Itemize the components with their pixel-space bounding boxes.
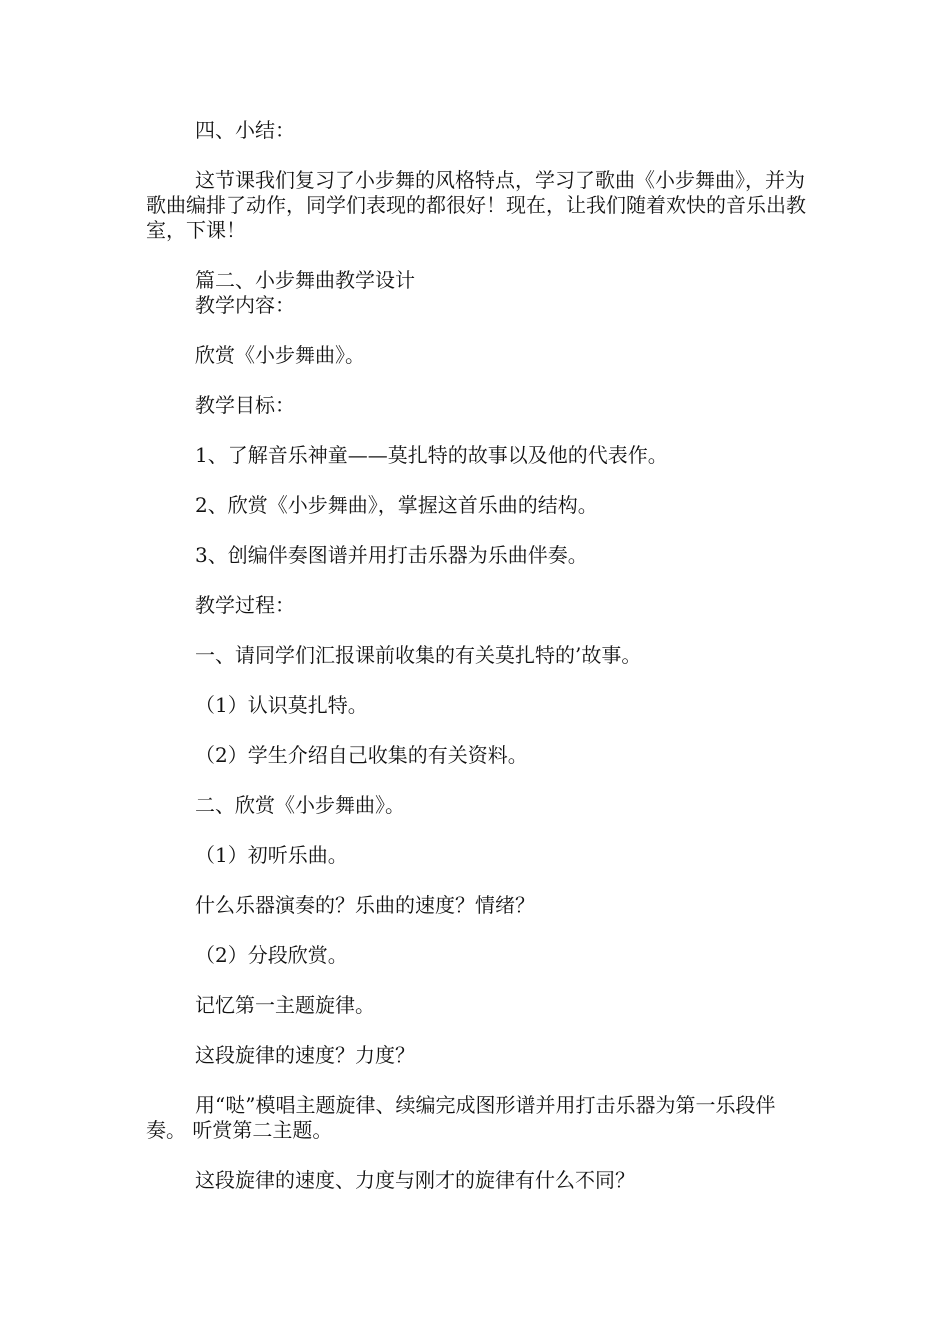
process-note: 记忆第一主题旋律。 — [195, 993, 375, 1017]
process-question: 什么乐器演奏的？乐曲的速度？情绪？ — [195, 893, 535, 917]
process-step-1: 一、请同学们汇报课前收集的有关莫扎特的’故事。 — [195, 643, 642, 667]
summary-paragraph: 这节课我们复习了小步舞的风格特点，学习了歌曲《小步舞曲》，并为歌曲编排了动作，同学们表现的都很好！现在，让我们随着欢快的音乐出教室，下课！ — [146, 168, 806, 242]
process-question: 这段旋律的速度、力度与刚才的旋律有什么不同？ — [195, 1168, 635, 1192]
process-substep: （2）分段欣赏。 — [195, 943, 348, 967]
section-heading-summary: 四、小结： — [195, 118, 295, 142]
process-step-2: 二、欣赏《小步舞曲》。 — [195, 793, 405, 817]
process-substep: （1）认识莫扎特。 — [195, 693, 368, 717]
label-teaching-process: 教学过程： — [195, 593, 295, 617]
process-paragraph: 用“哒”模唱主题旋律、续编完成图形谱并用打击乐器为第一乐段伴奏。 听赏第二主题。 — [146, 1093, 776, 1142]
goal-item-1: 1、了解音乐神童——莫扎特的故事以及他的代表作。 — [195, 443, 668, 467]
document-body — [146, 118, 806, 1193]
process-substep: （2）学生介绍自己收集的有关资料。 — [195, 743, 528, 767]
goal-item-3: 3、创编伴奏图谱并用打击乐器为乐曲伴奏。 — [195, 543, 588, 567]
label-teaching-content: 教学内容： — [195, 293, 295, 317]
goal-item-2: 2、欣赏《小步舞曲》，掌握这首乐曲的结构。 — [195, 493, 598, 517]
chapter-title: 篇二、小步舞曲教学设计 — [195, 268, 415, 292]
process-substep: （1）初听乐曲。 — [195, 843, 348, 867]
teaching-content-text: 欣赏《小步舞曲》。 — [195, 343, 365, 367]
process-question: 这段旋律的速度？力度？ — [195, 1043, 415, 1067]
label-teaching-goals: 教学目标： — [195, 393, 295, 417]
